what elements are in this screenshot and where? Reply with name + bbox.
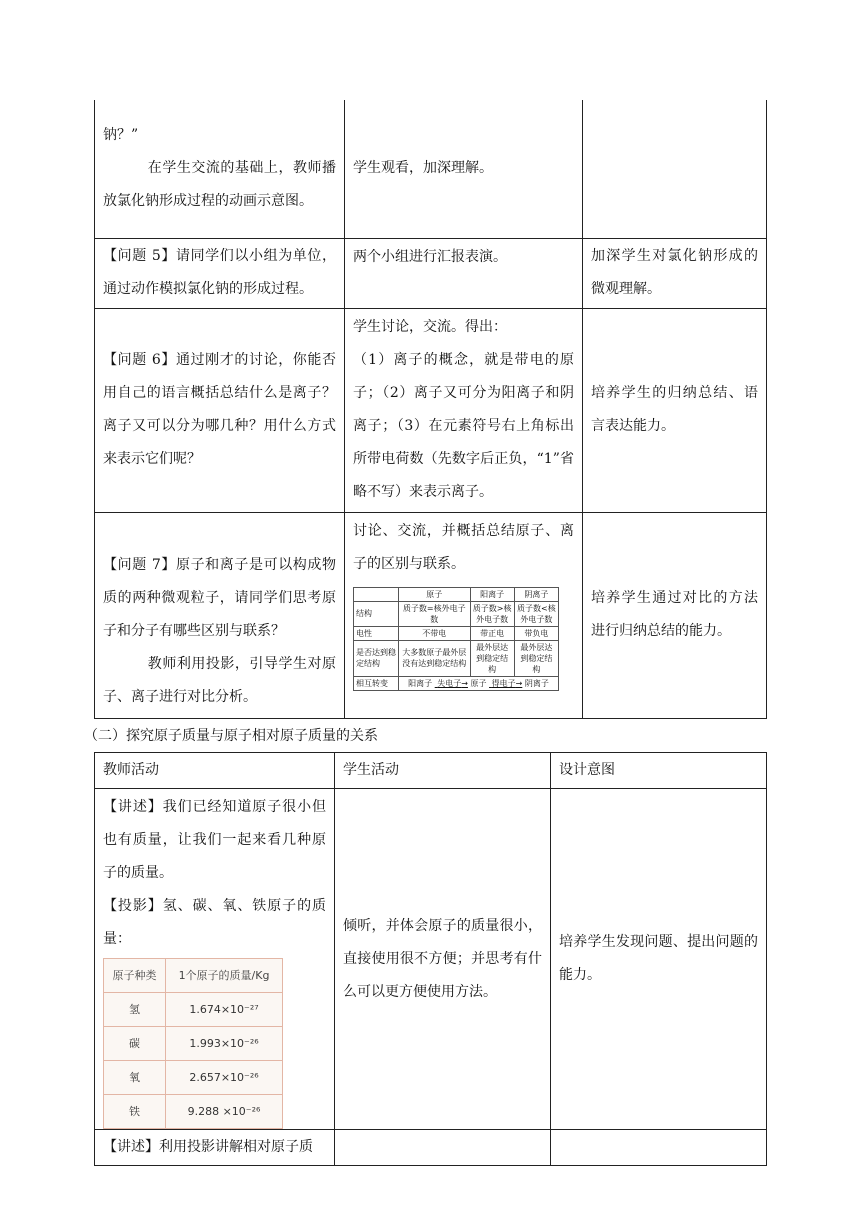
transform-text: 阳离子 xyxy=(408,678,433,688)
comparison-cell: 质子数>核外电子数 xyxy=(470,601,514,626)
transform-arrow: 得电子→ xyxy=(491,678,523,688)
atom-mass-table xyxy=(103,958,283,1129)
lesson-table-2 xyxy=(94,752,767,1166)
cell-text: 【问题 6】通过刚才的讨论，你能否用自己的语言概括总结什么是离子？离子又可以分为哪几种？用什么方式来表示它们呢？ xyxy=(103,352,336,467)
comparison-table xyxy=(353,587,559,691)
cell-text: 两个小组进行汇报表演。 xyxy=(353,248,507,265)
comparison-cell: 带负电 xyxy=(514,626,558,640)
cell-text: 倾听，并体会原子的质量很小，直接使用很不方便；并思考有什么可以更方便使用方法。 xyxy=(343,917,542,1000)
intent-cell xyxy=(583,512,767,718)
teacher-cell xyxy=(95,100,345,238)
table-row xyxy=(95,238,767,308)
cell-text: 【问题 5】请同学们以小组为单位，通过动作模拟氯化钠的形成过程。 xyxy=(103,248,336,297)
comparison-cell: 带正电 xyxy=(470,626,514,640)
comparison-cell: 不带电 xyxy=(399,626,471,640)
comparison-header: 阳离子 xyxy=(470,587,514,601)
cell-text: 培养学生通过对比的方法进行归纳总结的能力。 xyxy=(591,590,758,639)
mass-header: 1个原子的质量/Kg xyxy=(166,959,283,993)
student-cell xyxy=(335,1130,551,1166)
cell-text: 培养学生发现问题、提出问题的能力。 xyxy=(559,934,758,983)
comparison-cell: 大多数原子最外层没有达到稳定结构 xyxy=(399,640,471,676)
table-row xyxy=(95,789,767,1130)
mass-value: 1.993×10⁻²⁶ xyxy=(166,1027,283,1061)
comparison-header: 阴离子 xyxy=(514,587,558,601)
mass-atom: 氢 xyxy=(104,993,166,1027)
cell-text: 教师利用投影，引导学生对原子、离子进行对比分析。 xyxy=(103,655,336,705)
comparison-cell: 质子数=核外电子数 xyxy=(399,601,471,626)
table-row xyxy=(95,1130,767,1166)
cell-text: 培养学生的归纳总结、语言表达能力。 xyxy=(591,385,758,434)
comparison-row-label: 电性 xyxy=(354,626,399,640)
comparison-cell: 最外层达到稳定结构 xyxy=(470,640,514,676)
comparison-row-label: 结构 xyxy=(354,601,399,626)
atom-ion-comparison-figure xyxy=(353,587,574,691)
student-cell xyxy=(345,238,583,308)
mass-header: 原子种类 xyxy=(104,959,166,993)
teacher-cell xyxy=(95,1130,335,1166)
cell-text: 讨论、交流，并概括总结原子、离子的区别与联系。 xyxy=(353,522,574,572)
intent-cell xyxy=(551,1130,767,1166)
mass-atom: 铁 xyxy=(104,1095,166,1129)
column-header: 教师活动 xyxy=(95,753,335,789)
cell-text: 学生讨论，交流。得出： xyxy=(353,319,507,335)
cell-text: 【讲述】我们已经知道原子很小但也有质量，让我们一起来看几种原子的质量。 xyxy=(103,799,326,881)
transform-text: 阴离子 xyxy=(524,678,549,688)
mass-value: 1.674×10⁻²⁷ xyxy=(166,993,283,1027)
teacher-cell xyxy=(95,789,335,1130)
student-cell xyxy=(335,789,551,1130)
intent-cell xyxy=(583,100,767,238)
cell-text: 钠？” xyxy=(103,127,139,144)
cell-text: 在学生交流的基础上，教师播放氯化钠形成过程的动画示意图。 xyxy=(103,160,336,210)
cell-text: 【问题 7】原子和离子是可以构成物质的两种微观粒子，请同学们思考原子和分子有哪些区别与联系？ xyxy=(103,556,336,639)
table-header-row xyxy=(95,753,767,789)
teacher-cell xyxy=(95,512,345,718)
comparison-header xyxy=(354,587,399,601)
cell-text: 【投影】氢、碳、氧、铁原子的质量： xyxy=(103,898,326,947)
column-header: 设计意图 xyxy=(551,753,767,789)
student-cell xyxy=(345,512,583,718)
comparison-cell: 最外层达到稳定结构 xyxy=(514,640,558,676)
comparison-cell: 质子数<核外电子数 xyxy=(514,601,558,626)
comparison-row-label: 相互转变 xyxy=(354,676,399,690)
column-header: 学生活动 xyxy=(335,753,551,789)
transform-text: 原子 xyxy=(470,678,487,688)
intent-cell xyxy=(551,789,767,1130)
transform-arrow-label: 失电子 xyxy=(437,678,462,688)
section-title: （二）探究原子质量与原子相对原子质量的关系 xyxy=(84,728,378,744)
mass-atom: 碳 xyxy=(104,1027,166,1061)
transform-cell xyxy=(399,676,559,690)
mass-value: 2.657×10⁻²⁶ xyxy=(166,1061,283,1095)
table-row xyxy=(95,512,767,718)
cell-text: 【讲述】利用投影讲解相对原子质 xyxy=(103,1139,313,1155)
mass-value: 9.288 ×10⁻²⁶ xyxy=(166,1095,283,1129)
intent-cell xyxy=(583,308,767,512)
student-cell xyxy=(345,308,583,512)
table-row xyxy=(95,308,767,512)
lesson-table-1 xyxy=(94,100,767,719)
transform-arrow-label: 得电子 xyxy=(491,678,516,688)
cell-text: （1）离子的概念，就是带电的原子；（2）离子又可分为阳离子和阴离子；（3）在元素符号右上角标出所带电荷数（先数字后正负，“1”省略不写）来表示离子。 xyxy=(353,352,574,500)
mass-atom: 氧 xyxy=(104,1061,166,1095)
teacher-cell xyxy=(95,308,345,512)
transform-arrow: 失电子→ xyxy=(437,678,468,688)
cell-text: 加深学生对氯化钠形成的微观理解。 xyxy=(591,248,758,297)
comparison-header: 原子 xyxy=(399,587,471,601)
comparison-row-label: 是否达到稳定结构 xyxy=(354,640,399,676)
table-row xyxy=(95,100,767,238)
teacher-cell xyxy=(95,238,345,308)
intent-cell xyxy=(583,238,767,308)
cell-text: 学生观看，加深理解。 xyxy=(353,160,493,177)
student-cell xyxy=(345,100,583,238)
